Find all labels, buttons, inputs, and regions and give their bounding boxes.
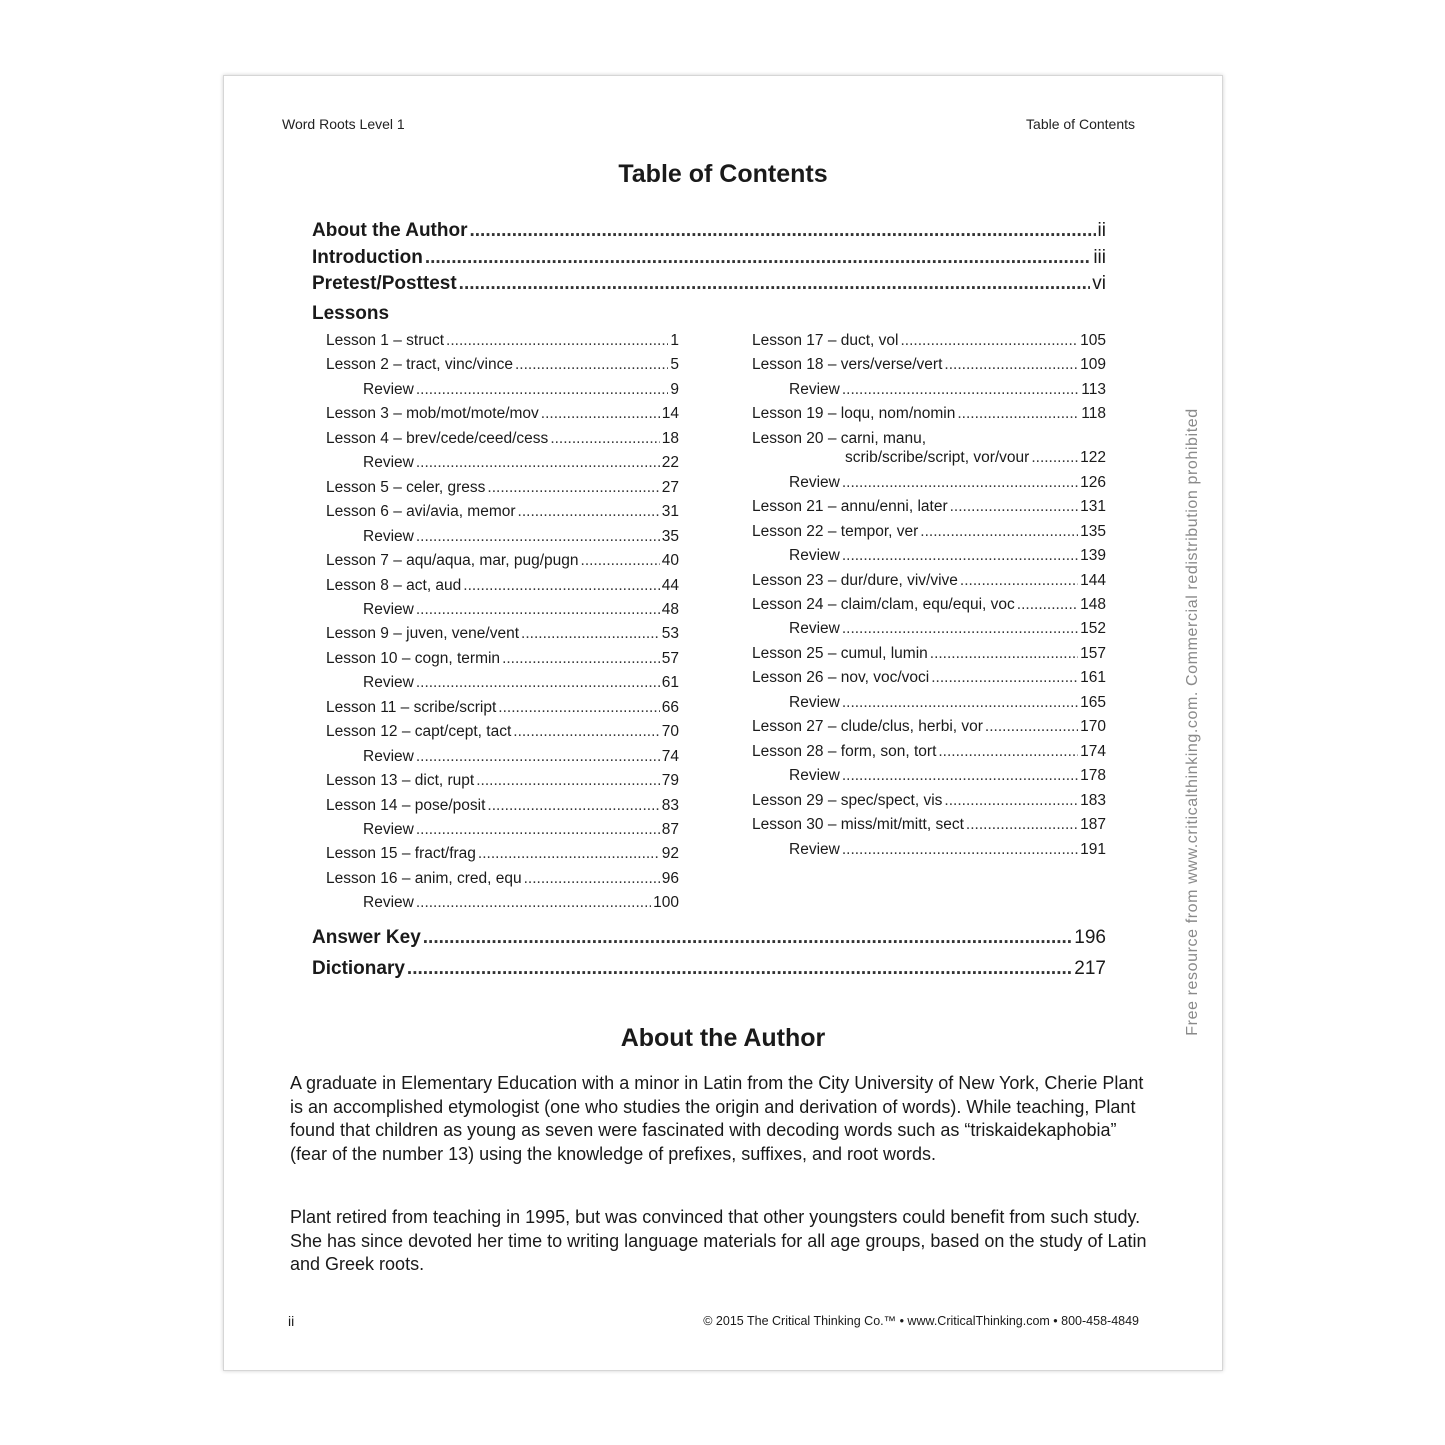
- review-entry: [326, 892, 679, 914]
- lesson-entry: [752, 521, 1106, 543]
- lesson-entry: [326, 330, 679, 352]
- dot-leader: [930, 643, 1078, 665]
- review-entry: [752, 692, 1106, 714]
- entry-title: About the Author: [312, 220, 468, 241]
- entry-title: Review: [363, 747, 414, 765]
- entry-page-number: 118: [1081, 405, 1106, 423]
- entry-page-number: 152: [1080, 620, 1106, 638]
- entry-page-number: 131: [1080, 498, 1106, 516]
- dot-leader: [416, 526, 660, 548]
- about-paragraph-2: Plant retired from teaching in 1995, but was convinced that other youngsters could benefit from such study. She has since devoted her time to writing language materials for all age groups, based on the study of Latin and Greek roots.: [290, 1207, 1147, 1275]
- lesson-entry: [752, 790, 1106, 812]
- review-entry: [326, 526, 679, 548]
- entry-title: Lesson 26 – nov, voc/voci: [752, 669, 930, 687]
- entry-title: Lesson 24 – claim/clam, equ/equi, voc: [752, 596, 1015, 613]
- dot-leader: [416, 746, 660, 768]
- dot-leader: [842, 839, 1078, 861]
- footer-copyright: © 2015 The Critical Thinking Co.™ • www.CriticalThinking.com • 800-458-4849: [703, 1314, 1139, 1328]
- document-page: [223, 75, 1223, 1371]
- lesson-entry: [326, 623, 679, 645]
- lesson-entry: [752, 496, 1106, 518]
- entry-page-number: 22: [661, 454, 679, 472]
- entry-title: Lesson 6 – avi/avia, memor: [326, 503, 516, 521]
- dot-leader: [407, 957, 1072, 981]
- dot-leader: [920, 521, 1078, 543]
- dot-leader: [518, 501, 660, 523]
- entry-page-number: 100: [653, 894, 679, 912]
- entry-page-number: 161: [1080, 669, 1106, 687]
- entry-title: Review: [789, 473, 840, 491]
- toc-entry: [312, 272, 1106, 296]
- entry-page-number: 126: [1080, 473, 1106, 491]
- entry-title: Review: [789, 547, 840, 565]
- entry-title-continued: scrib/scribe/script, vor/vour: [845, 449, 1030, 467]
- entry-page-number: 196: [1074, 927, 1106, 948]
- entry-title: Lesson 16 – anim, cred, equ: [326, 869, 522, 887]
- dot-leader: [469, 219, 1095, 243]
- entry-page-number: 109: [1080, 356, 1106, 374]
- entry-page-number: 1: [670, 332, 679, 349]
- review-entry: [752, 618, 1106, 640]
- entry-title: Review: [363, 380, 414, 398]
- lesson-entry: [326, 550, 679, 572]
- lesson-entry: [326, 843, 679, 865]
- lesson-entry: [326, 697, 679, 719]
- dot-leader: [521, 623, 660, 645]
- entry-title: Lesson 15 – fract/frag: [326, 845, 476, 863]
- entry-page-number: 44: [661, 576, 679, 594]
- lesson-entry: [326, 770, 679, 792]
- entry-title: Lesson 30 – miss/mit/mitt, sect: [752, 816, 964, 834]
- entry-page-number: 27: [661, 478, 679, 496]
- entry-page-number: 5: [670, 356, 679, 374]
- dot-leader: [425, 246, 1092, 270]
- entry-title: Lesson 27 – clude/clus, herbi, vor: [752, 718, 983, 736]
- entry-page-number: 83: [661, 796, 679, 814]
- entry-page-number: 31: [661, 503, 679, 521]
- entry-title: Review: [789, 380, 840, 398]
- lessons-heading: Lessons: [312, 303, 390, 324]
- review-entry: [326, 672, 679, 694]
- entry-title: Lesson 14 – pose/posit: [326, 796, 486, 814]
- lesson-entry: [326, 354, 679, 376]
- entry-page-number: ii: [1097, 220, 1106, 241]
- dot-leader: [944, 354, 1078, 376]
- entry-title: Answer Key: [312, 927, 421, 948]
- dot-leader: [524, 868, 660, 890]
- entry-title: Review: [363, 600, 414, 618]
- dot-leader: [446, 330, 668, 352]
- watermark-text: Free resource from www.criticalthinking.com. Commercial redistribution prohibited: [1184, 408, 1201, 1036]
- entry-title: Lesson 25 – cumul, lumin: [752, 644, 928, 662]
- lesson-entry: [326, 721, 679, 743]
- entry-page-number: 217: [1074, 958, 1106, 979]
- entry-title: Lesson 1 – struct: [326, 332, 445, 349]
- entry-title: Lesson 4 – brev/cede/ceed/cess: [326, 429, 549, 447]
- entry-title: Lesson 9 – juven, vene/vent: [326, 625, 520, 643]
- entry-title: Review: [789, 620, 840, 638]
- dot-leader: [944, 790, 1078, 812]
- entry-page-number: 40: [661, 552, 679, 570]
- review-entry: [326, 746, 679, 768]
- entry-title: Dictionary: [312, 958, 405, 979]
- lesson-entry: [752, 667, 1106, 689]
- dot-leader: [960, 570, 1078, 592]
- lesson-entry: [326, 403, 679, 425]
- dot-leader: [1017, 594, 1078, 616]
- entry-title: Lesson 13 – dict, rupt: [326, 772, 475, 790]
- review-entry: [326, 379, 679, 401]
- toc-entry: [312, 957, 1106, 981]
- toc-entry: [312, 926, 1106, 950]
- entry-title: Lesson 11 – scribe/script: [326, 698, 497, 716]
- lesson-entry: [752, 643, 1106, 665]
- entry-title: Introduction: [312, 246, 423, 268]
- entry-page-number: 157: [1080, 644, 1106, 662]
- entry-title: Review: [363, 454, 414, 472]
- lesson-entry: [326, 501, 679, 523]
- about-author-title: About the Author: [620, 1024, 826, 1052]
- dot-leader: [950, 496, 1079, 518]
- entry-title: Review: [789, 767, 840, 785]
- entry-title: Lesson 19 – loqu, nom/nomin: [752, 405, 956, 423]
- entry-title: Lesson 12 – capt/cept, tact: [326, 723, 512, 741]
- dot-leader: [502, 648, 660, 670]
- entry-page-number: 183: [1080, 791, 1106, 809]
- dot-leader: [487, 795, 659, 817]
- entry-title: Review: [789, 840, 840, 858]
- entry-page-number: 18: [661, 429, 679, 447]
- lesson-entry: [326, 477, 679, 499]
- entry-title: Lesson 8 – act, aud: [326, 576, 462, 594]
- review-entry: [752, 839, 1106, 861]
- dot-leader: [842, 618, 1078, 640]
- entry-page-number: 61: [661, 674, 679, 692]
- lesson-entry: [326, 868, 679, 890]
- entry-title: Lesson 23 – dur/dure, viv/vive: [752, 571, 958, 589]
- entry-page-number: 92: [661, 845, 679, 863]
- dot-leader: [938, 741, 1078, 763]
- entry-page-number: 105: [1080, 332, 1106, 349]
- dot-leader: [901, 330, 1079, 352]
- dot-leader: [931, 667, 1078, 689]
- entry-page-number: vi: [1092, 273, 1106, 294]
- entry-page-number: 148: [1080, 596, 1106, 613]
- running-header-right: Table of Contents: [1026, 116, 1135, 132]
- entry-page-number: 87: [661, 821, 679, 838]
- dot-leader: [842, 545, 1078, 567]
- dot-leader: [541, 403, 660, 425]
- review-entry: [752, 472, 1106, 494]
- lesson-entry: [752, 594, 1106, 616]
- lesson-entry: [326, 428, 679, 450]
- about-paragraph-1: A graduate in Elementary Education with a minor in Latin from the City University of New York, Cherie Plant is an accomplished etymologist (one who studies the origin and derivation of words). While teaching, Plant found that children as young as seven were fascinated with decoding words such as “triskaidekaphobia” (fear of the number 13) using the knowledge of prefixes, suffixes, and root words.: [290, 1073, 1144, 1164]
- dot-leader: [416, 452, 660, 474]
- dot-leader: [842, 692, 1078, 714]
- entry-page-number: 139: [1080, 547, 1106, 565]
- lesson-entry: [752, 354, 1106, 376]
- dot-leader: [416, 672, 660, 694]
- entry-title: Lesson 22 – tempor, ver: [752, 522, 919, 540]
- entry-page-number: 144: [1080, 571, 1106, 589]
- entry-title: Review: [789, 693, 840, 711]
- entry-title: Lesson 3 – mob/mot/mote/mov: [326, 405, 539, 423]
- lesson-entry: [326, 795, 679, 817]
- lesson-entry: [752, 814, 1106, 836]
- dot-leader: [1031, 447, 1078, 469]
- entry-page-number: 191: [1080, 840, 1106, 858]
- lesson-entry: [752, 330, 1106, 352]
- footer-page-number: ii: [288, 1313, 295, 1329]
- entry-title: Lesson 17 – duct, vol: [752, 332, 899, 349]
- entry-title: Lesson 18 – vers/verse/vert: [752, 356, 943, 374]
- entry-title: Lesson 7 – aqu/aqua, mar, pug/pugn: [326, 552, 579, 570]
- entry-page-number: 135: [1080, 522, 1106, 540]
- dot-leader: [550, 428, 659, 450]
- toc-title: Table of Contents: [618, 160, 828, 188]
- entry-page-number: 113: [1081, 380, 1106, 398]
- entry-title: Lesson 2 – tract, vinc/vince: [326, 356, 513, 374]
- entry-page-number: 66: [661, 698, 679, 716]
- entry-title: Review: [363, 894, 414, 912]
- review-entry: [326, 599, 679, 621]
- dot-leader: [985, 716, 1078, 738]
- lesson-entry: [752, 570, 1106, 592]
- dot-leader: [487, 477, 659, 499]
- entry-page-number: 48: [661, 600, 679, 618]
- entry-title: Lesson 5 – celer, gress: [326, 478, 486, 496]
- review-entry: [752, 545, 1106, 567]
- dot-leader: [459, 272, 1091, 296]
- entry-page-number: 79: [661, 772, 679, 790]
- review-entry: [752, 379, 1106, 401]
- entry-title: Lesson 29 – spec/spect, vis: [752, 791, 943, 809]
- review-entry: [326, 452, 679, 474]
- entry-page-number: 174: [1080, 742, 1106, 760]
- dot-leader: [515, 354, 668, 376]
- entry-page-number: 178: [1080, 767, 1106, 785]
- dot-leader: [416, 892, 651, 914]
- lesson-entry: [752, 741, 1106, 763]
- entry-page-number: 53: [661, 625, 679, 643]
- lesson-entry: [752, 716, 1106, 738]
- dot-leader: [463, 575, 659, 597]
- dot-leader: [416, 599, 660, 621]
- dot-leader: [498, 697, 659, 719]
- entry-page-number: 74: [661, 747, 679, 765]
- entry-title: Review: [363, 821, 414, 838]
- entry-title: Lesson 21 – annu/enni, later: [752, 498, 948, 516]
- entry-page-number: 165: [1080, 693, 1106, 711]
- dot-leader: [842, 765, 1078, 787]
- entry-page-number: 96: [661, 869, 679, 887]
- toc-entry: [312, 246, 1106, 270]
- entry-page-number: 35: [661, 527, 679, 545]
- dot-leader: [957, 403, 1079, 425]
- review-entry: [326, 819, 679, 841]
- entry-page-number: iii: [1093, 246, 1106, 268]
- entry-page-number: 14: [661, 405, 679, 423]
- dot-leader: [478, 843, 660, 865]
- lesson-entry-line2: [845, 447, 1106, 469]
- dot-leader: [842, 472, 1078, 494]
- lesson-entry: [326, 648, 679, 670]
- entry-page-number: 122: [1080, 449, 1106, 467]
- entry-page-number: 187: [1080, 816, 1106, 834]
- entry-page-number: 70: [661, 723, 679, 741]
- entry-title: Review: [363, 674, 414, 692]
- entry-title: Lesson 10 – cogn, termin: [326, 649, 501, 667]
- entry-page-number: 57: [661, 649, 679, 667]
- dot-leader: [513, 721, 659, 743]
- dot-leader: [416, 379, 669, 401]
- running-header-left: Word Roots Level 1: [282, 116, 405, 132]
- entry-page-number: 9: [670, 380, 679, 398]
- toc-entry: [312, 219, 1106, 243]
- dot-leader: [966, 814, 1078, 836]
- dot-leader: [416, 819, 660, 841]
- entry-title: Lesson 28 – form, son, tort: [752, 742, 937, 760]
- entry-title: Lesson 20 – carni, manu,: [752, 429, 927, 447]
- dot-leader: [423, 926, 1073, 950]
- lesson-entry: [752, 403, 1106, 425]
- dot-leader: [842, 379, 1079, 401]
- review-entry: [752, 765, 1106, 787]
- entry-title: Pretest/Posttest: [312, 273, 457, 294]
- dot-leader: [581, 550, 660, 572]
- dot-leader: [476, 770, 660, 792]
- lesson-entry: [326, 575, 679, 597]
- entry-page-number: 170: [1080, 718, 1106, 736]
- entry-title: Review: [363, 527, 414, 545]
